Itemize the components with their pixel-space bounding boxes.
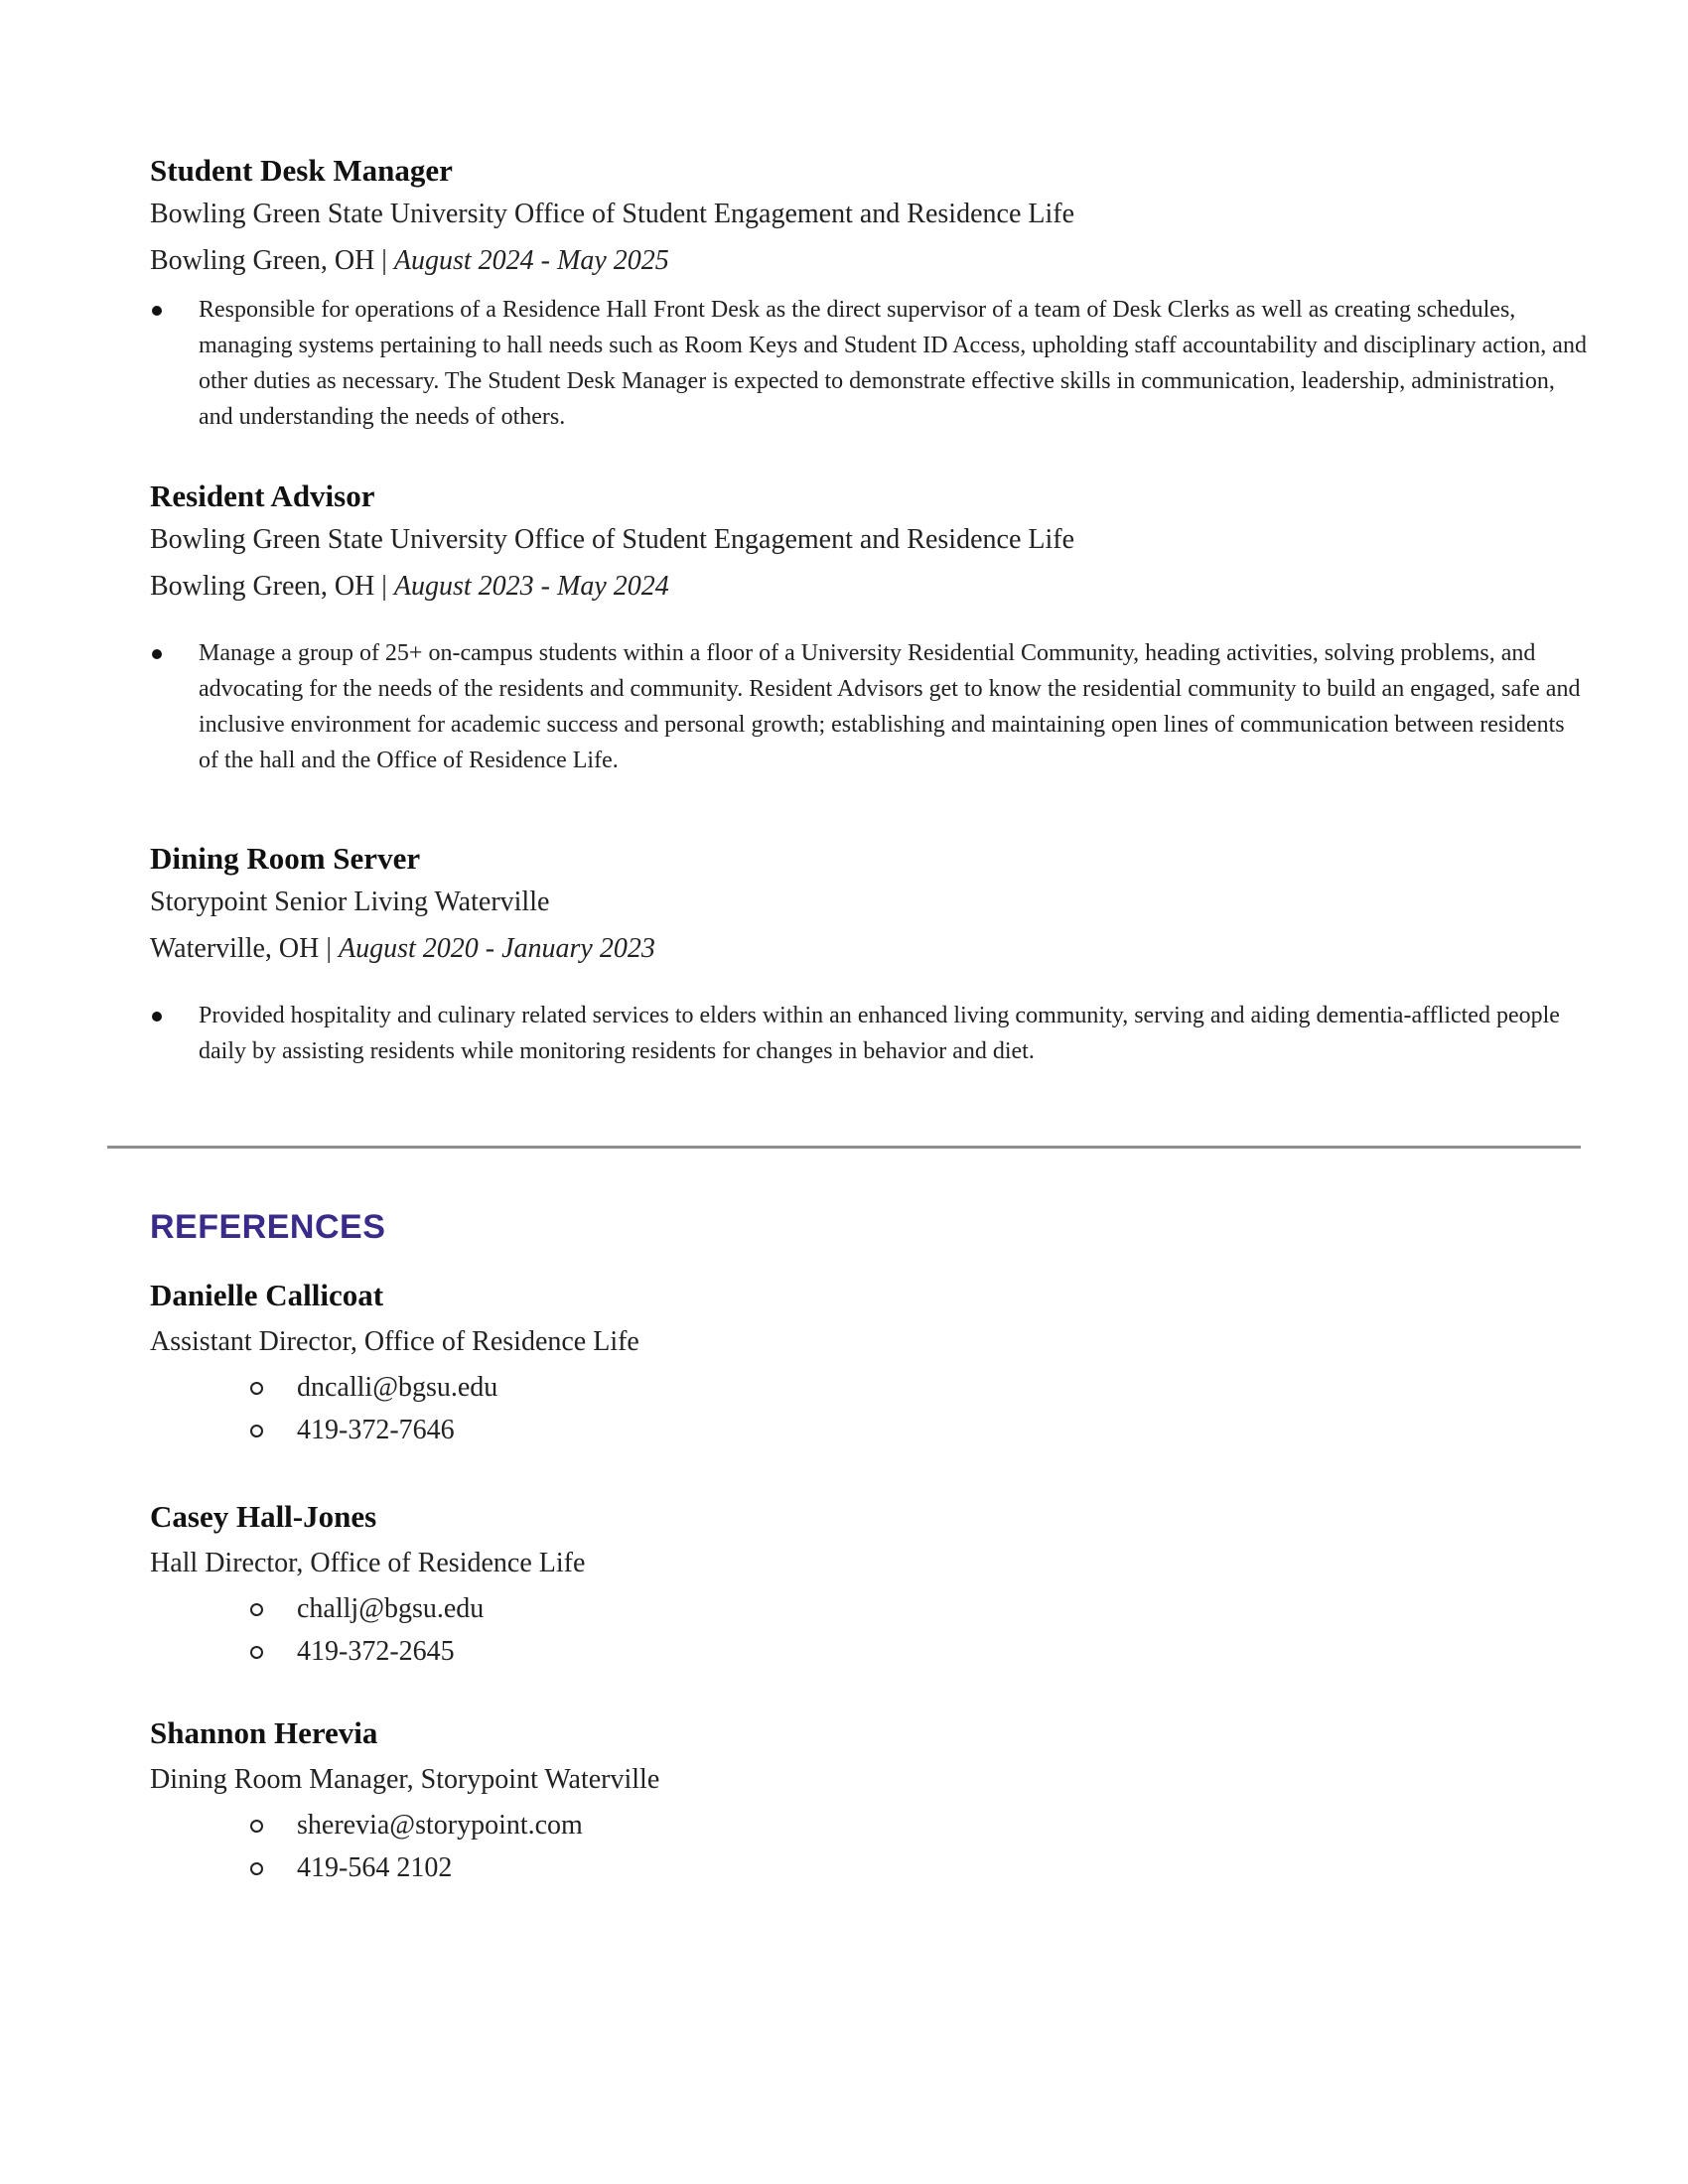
reference-role: Dining Room Manager, Storypoint Waterville: [150, 1764, 660, 1795]
job-description: Responsible for operations of a Residence Hall Front Desk as the direct supervisor of a team of Desk Clerks as well as creating schedules, managing systems pertaining to hall needs such as Room Keys and Student ID Access, upholding staff accountability and disciplinary action, and other duties as necessary. The Student Desk Manager is expected to demonstrate effective skills in communication, leadership, administration, and understanding the needs of others.: [199, 297, 1587, 430]
hollow-bullet-icon: [250, 1425, 263, 1437]
separator: |: [381, 245, 387, 276]
job-dates: August 2020 - January 2023: [338, 933, 655, 964]
list-item: [249, 1846, 1143, 1889]
reference-email[interactable]: dncalli@bgsu.edu: [297, 1372, 498, 1403]
hollow-bullet-icon: [250, 1646, 263, 1659]
list-item: [249, 1804, 1143, 1846]
job-bullets: [150, 292, 1590, 435]
hollow-bullet-icon: [250, 1820, 263, 1833]
experience-entry: [150, 839, 1590, 1069]
job-title: Resident Advisor: [150, 478, 375, 513]
job-organization: Storypoint Senior Living Waterville: [150, 887, 550, 917]
job-dates: August 2023 - May 2024: [393, 571, 669, 602]
job-location: Bowling Green, OH: [150, 571, 375, 602]
reference-role: Assistant Director, Office of Residence Life: [150, 1326, 639, 1357]
list-item: [150, 635, 1590, 778]
job-title: Student Desk Manager: [150, 153, 453, 188]
job-dates: August 2024 - May 2025: [393, 245, 669, 276]
job-location-dates: [150, 925, 1590, 972]
experience-entry: [150, 477, 1590, 778]
hollow-bullet-icon: [250, 1603, 263, 1616]
job-location: Waterville, OH: [150, 933, 320, 964]
reference-role: Hall Director, Office of Residence Life: [150, 1548, 586, 1578]
reference-name: Danielle Callicoat: [150, 1278, 384, 1312]
reference-entry: [150, 1710, 1143, 1889]
job-location-dates: [150, 237, 1590, 284]
bullet-icon: [152, 1012, 162, 1022]
section-divider: [107, 1146, 1581, 1149]
list-item: [150, 292, 1590, 435]
list-item: [249, 1366, 1143, 1409]
references-heading: REFERENCES: [150, 1208, 386, 1246]
list-item: [249, 1409, 1143, 1451]
reference-phone: 419-564 2102: [297, 1852, 453, 1883]
reference-email[interactable]: sherevia@storypoint.com: [297, 1810, 583, 1841]
reference-contacts: [150, 1804, 1143, 1889]
reference-phone: 419-372-2645: [297, 1636, 455, 1667]
experience-entry: [150, 151, 1590, 435]
reference-phone: 419-372-7646: [297, 1415, 455, 1445]
hollow-bullet-icon: [250, 1382, 263, 1395]
job-organization: Bowling Green State University Office of Student Engagement and Residence Life: [150, 199, 1074, 229]
job-bullets: [150, 635, 1590, 778]
reference-entry: [150, 1273, 1143, 1451]
list-item: [249, 1587, 1143, 1630]
bullet-icon: [152, 306, 162, 316]
list-item: [249, 1630, 1143, 1673]
reference-entry: [150, 1494, 1143, 1673]
list-item: [150, 998, 1590, 1069]
job-bullets: [150, 998, 1590, 1069]
separator: |: [381, 571, 387, 602]
job-description: Manage a group of 25+ on-campus students within a floor of a University Residential Community, heading activities, solving problems, and advocating for the needs of the residents and community. Resident Advisors get to know the residential community to build an engaged, safe and inclusive environment for academic success and personal growth; establishing and maintaining open lines of communication between residents of the hall and the Office of Residence Life.: [199, 640, 1581, 773]
reference-contacts: [150, 1366, 1143, 1451]
job-location: Bowling Green, OH: [150, 245, 375, 276]
job-location-dates: [150, 563, 1590, 610]
hollow-bullet-icon: [250, 1862, 263, 1875]
job-title: Dining Room Server: [150, 841, 421, 876]
bullet-icon: [152, 649, 162, 659]
job-description: Provided hospitality and culinary related services to elders within an enhanced living community, serving and aiding dementia-afflicted people daily by assisting residents while monitoring residents for changes in behavior and diet.: [199, 1003, 1560, 1064]
reference-contacts: [150, 1587, 1143, 1673]
reference-name: Casey Hall-Jones: [150, 1499, 377, 1534]
separator: |: [326, 933, 332, 964]
reference-email[interactable]: challj@bgsu.edu: [297, 1593, 485, 1624]
job-organization: Bowling Green State University Office of Student Engagement and Residence Life: [150, 524, 1074, 555]
reference-name: Shannon Herevia: [150, 1715, 378, 1750]
